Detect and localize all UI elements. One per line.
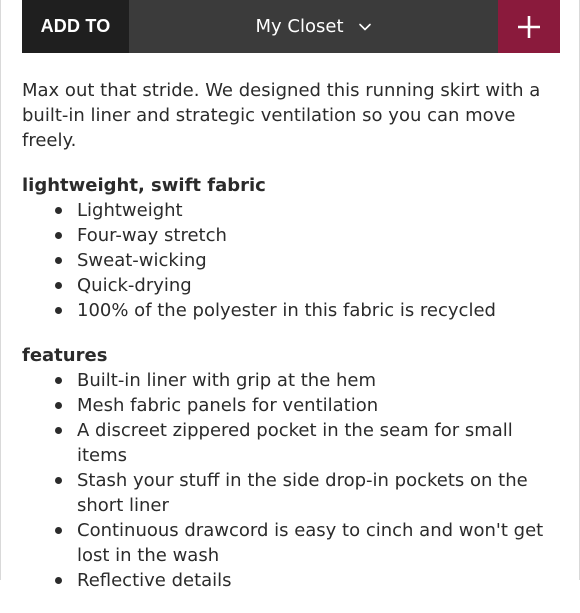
- chevron-down-icon: [358, 20, 372, 34]
- product-description: [22, 78, 562, 613]
- add-to-closet-bar: [22, 0, 560, 53]
- list-item-text: Four-way stretch: [77, 225, 227, 246]
- plus-icon: [517, 15, 541, 39]
- bullet-icon: [55, 477, 62, 484]
- bullet-icon: [55, 577, 62, 584]
- list-item: [22, 248, 562, 273]
- bullet-icon: [55, 282, 62, 289]
- list-item: [22, 393, 562, 418]
- bullet-icon: [55, 232, 62, 239]
- bullet-icon: [55, 377, 62, 384]
- bullet-icon: [55, 257, 62, 264]
- bullet-icon: [55, 207, 62, 214]
- features-list: [22, 368, 562, 593]
- list-item: [22, 468, 562, 518]
- add-to-label: ADD TO: [22, 0, 129, 53]
- list-item-text: Quick-drying: [77, 275, 192, 296]
- list-item-text: Mesh fabric panels for ventilation: [77, 395, 379, 416]
- list-item-text: Built-in liner with grip at the hem: [77, 370, 377, 391]
- left-border: [0, 0, 1, 580]
- list-item: [22, 368, 562, 393]
- list-item-text: Continuous drawcord is easy to cinch and won't get lost in the wash: [77, 520, 544, 566]
- list-item-text: Stash your stuff in the side drop-in pockets on the short liner: [77, 470, 528, 516]
- add-to-closet-button[interactable]: [498, 0, 560, 53]
- fabric-list: [22, 198, 562, 323]
- bullet-icon: [55, 427, 62, 434]
- bullet-icon: [55, 527, 62, 534]
- list-item: [22, 198, 562, 223]
- list-item: [22, 518, 562, 568]
- list-item-text: 100% of the polyester in this fabric is recycled: [77, 300, 496, 321]
- list-item: [22, 298, 562, 323]
- list-item-text: A discreet zippered pocket in the seam for small items: [77, 420, 513, 466]
- bullet-icon: [55, 307, 62, 314]
- bullet-icon: [55, 402, 62, 409]
- list-item-text: Reflective details: [77, 570, 232, 591]
- closet-dropdown-value: My Closet: [255, 16, 344, 37]
- list-item-text: Sweat-wicking: [77, 250, 207, 271]
- list-item: [22, 273, 562, 298]
- list-item: [22, 568, 562, 593]
- list-item: [22, 418, 562, 468]
- list-item-text: Lightweight: [77, 200, 183, 221]
- closet-dropdown[interactable]: [129, 0, 498, 53]
- section-title-features: features: [22, 345, 108, 366]
- list-item: [22, 223, 562, 248]
- section-title-fabric: lightweight, swift fabric: [22, 175, 266, 196]
- intro-text: Max out that stride. We designed this running skirt with a built-in liner and strategic ventilation so you can move freely.: [22, 80, 541, 151]
